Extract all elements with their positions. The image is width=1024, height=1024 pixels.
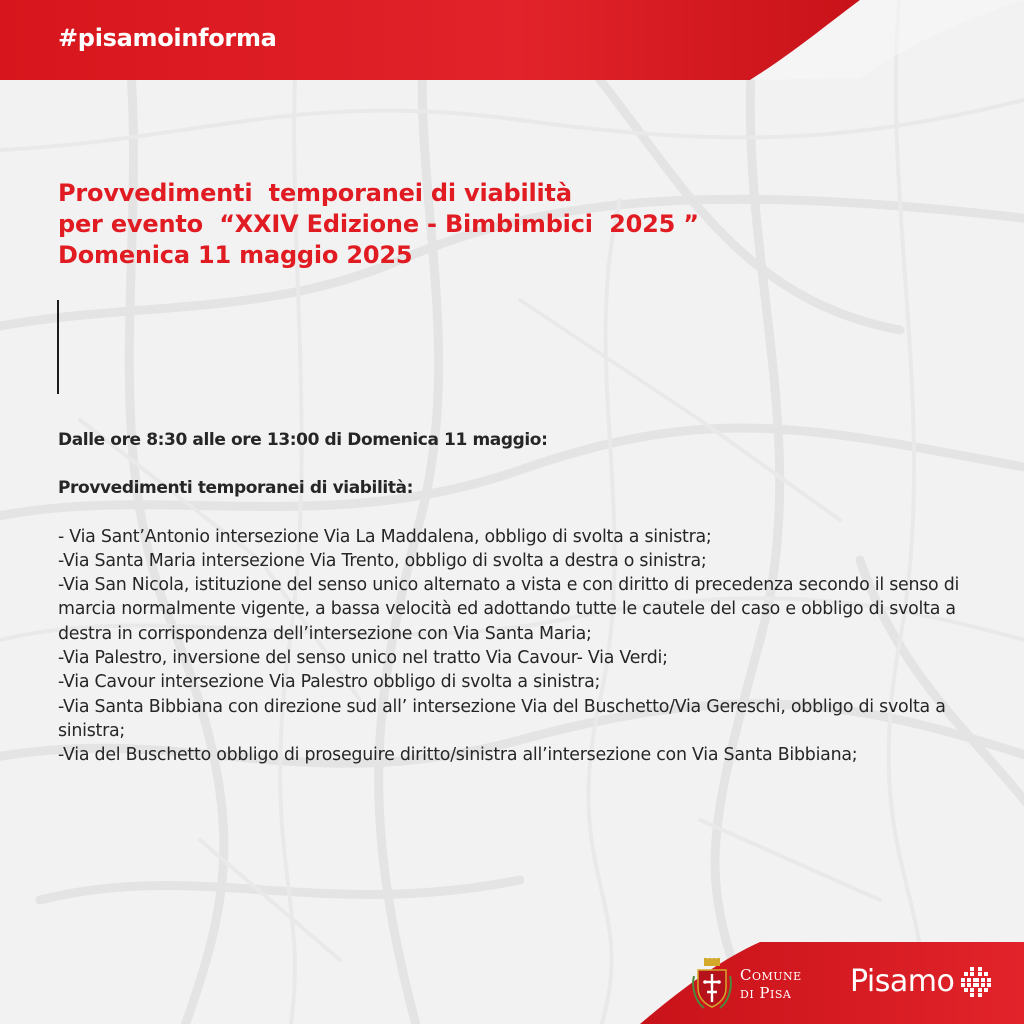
comune-text xyxy=(740,966,802,1002)
comune-line-1: Comune xyxy=(740,966,802,984)
list-item: -Via del Buschetto obbligo di proseguire diritto/sinistra all’intersezione con Via Santa Bibbiana; xyxy=(58,745,858,766)
title-line-1: Provvedimenti temporanei di viabilità xyxy=(58,179,572,207)
section-heading: Provvedimenti temporanei di viabilità: xyxy=(58,478,414,499)
list-item: - Via Sant’Antonio intersezione Via La Maddalena, obbligo di svolta a sinistra; xyxy=(58,526,712,547)
list-item: -Via Santa Bibbiana con direzione sud all’ intersezione Via del Buschetto/Via Gereschi, obbligo di svolta a sinistra; xyxy=(58,696,946,741)
list-item: -Via Santa Maria intersezione Via Trento, obbligo di svolta a destra o sinistra; xyxy=(58,550,707,571)
notice-body xyxy=(58,428,978,768)
page-title xyxy=(58,178,938,271)
crest-icon xyxy=(692,958,732,1010)
vertical-divider xyxy=(57,300,59,394)
title-line-2: per evento “XXIV Edizione - Bimbimbici 2025 ” xyxy=(58,210,699,238)
pisamo-logo xyxy=(850,964,992,999)
pisamo-grid-icon xyxy=(960,966,992,998)
comune-line-2: di Pisa xyxy=(740,984,792,1002)
list-item: -Via Palestro, inversione del senso unico nel tratto Via Cavour- Via Verdi; xyxy=(58,648,668,669)
list-item: -Via San Nicola, istituzione del senso unico alternato a vista e con diritto di precedenza secondo il senso di marcia normalmente vigente, a bassa velocità ed adottando tutte le cautele del caso e obbligo di svolta a destra in corrispondenza dell’intersezione con Via Santa Maria; xyxy=(58,575,960,644)
pisamo-wordmark: Pisamo xyxy=(850,964,955,999)
time-heading: Dalle ore 8:30 alle ore 13:00 di Domenica 11 maggio: xyxy=(58,430,548,450)
title-line-3: Domenica 11 maggio 2025 xyxy=(58,241,413,269)
list-item: -Via Cavour intersezione Via Palestro obbligo di svolta a sinistra; xyxy=(58,672,601,693)
comune-di-pisa-logo xyxy=(692,958,802,1010)
hashtag-label: #pisamoinforma xyxy=(58,24,277,52)
